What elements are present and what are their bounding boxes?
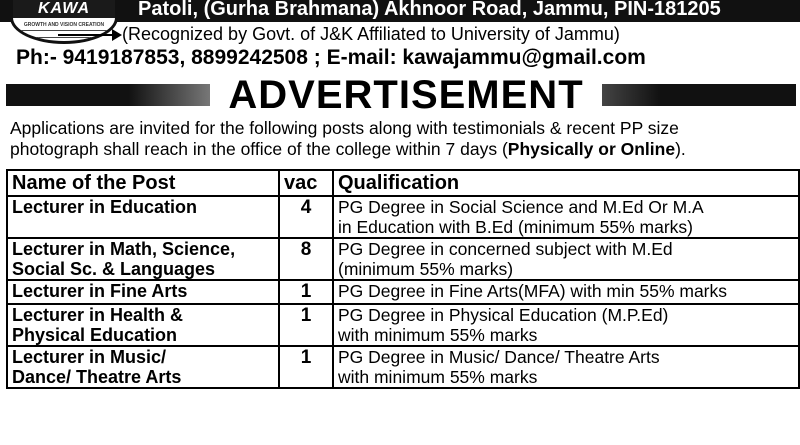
arrow-icon-shaft [58,34,120,36]
post-name [7,196,279,238]
post-name-line: Lecturer in Math, Science, [12,239,236,259]
qualification [333,280,799,304]
post-name [7,304,279,346]
qualification-line: (minimum 55% marks) [338,259,514,279]
table-row [7,238,799,280]
post-name [7,280,279,304]
qualification [333,346,799,388]
qualification-line: PG Degree in concerned subject with M.Ed [338,239,673,259]
advertisement-banner [0,73,800,117]
arrow-icon [112,29,122,41]
table-header-row [7,170,799,196]
banner-title: ADVERTISEMENT [228,73,584,117]
intro-paragraph [10,118,796,160]
qualification-line: PG Degree in Music/ Dance/ Theatre Arts [338,347,660,367]
post-name-line: Physical Education [12,325,178,345]
vacancy-count: 8 [279,238,333,280]
intro-emphasis: Physically or Online [507,139,676,159]
logo-wordmark: KAWA [13,0,115,18]
intro-line-1: Applications are invited for the following posts along with testimonials & recent PP size [10,118,679,138]
table-row [7,196,799,238]
header-post-name: Name of the Post [7,170,279,196]
qualification [333,304,799,346]
post-name-line: Dance/ Theatre Arts [12,367,182,387]
vacancy-count: 1 [279,346,333,388]
post-name-line: Lecturer in Health & [12,305,184,325]
post-name [7,346,279,388]
qualification-line: PG Degree in Physical Education (M.P.Ed) [338,305,669,325]
qualification-line: PG Degree in Social Science and M.Ed Or M.A [338,197,704,217]
posts-table [6,169,800,389]
college-address: Patoli, (Gurha Brahmana) Akhnoor Road, Jammu, PIN-181205 [138,0,721,20]
table-row [7,304,799,346]
vacancy-count: 1 [279,280,333,304]
table-row [7,346,799,388]
vacancy-count: 1 [279,304,333,346]
qualification [333,196,799,238]
intro-line-2-end: ). [675,139,686,159]
recognition-line: (Recognized by Govt. of J&K Affiliated to University of Jammu) [122,24,620,44]
banner-bar-right [602,84,796,106]
post-name-line: Social Sc. & Languages [12,259,216,279]
header-qualification: Qualification [333,170,799,196]
vacancy-count: 4 [279,196,333,238]
intro-line-2: photograph shall reach in the office of the college within 7 days ( [10,139,508,159]
post-name-line: Lecturer in Fine Arts [12,281,188,301]
header-vacancies: vac [279,170,333,196]
post-name-line: Lecturer in Education [12,197,198,217]
qualification [333,238,799,280]
qualification-line: PG Degree in Fine Arts(MFA) with min 55% marks [338,281,727,301]
college-logo [10,0,118,44]
table-row [7,280,799,304]
qualification-line: in Education with B.Ed (minimum 55% marks) [338,217,693,237]
qualification-line: with minimum 55% marks [338,325,538,345]
banner-bar-left [6,84,210,106]
qualification-line: with minimum 55% marks [338,367,538,387]
post-name-line: Lecturer in Music/ [12,347,167,367]
contact-line: Ph:- 9419187853, 8899242508 ; E-mail: kawajammu@gmail.com [16,46,646,69]
logo-tagline: GROWTH AND VISION CREATION [23,22,105,28]
post-name [7,238,279,280]
